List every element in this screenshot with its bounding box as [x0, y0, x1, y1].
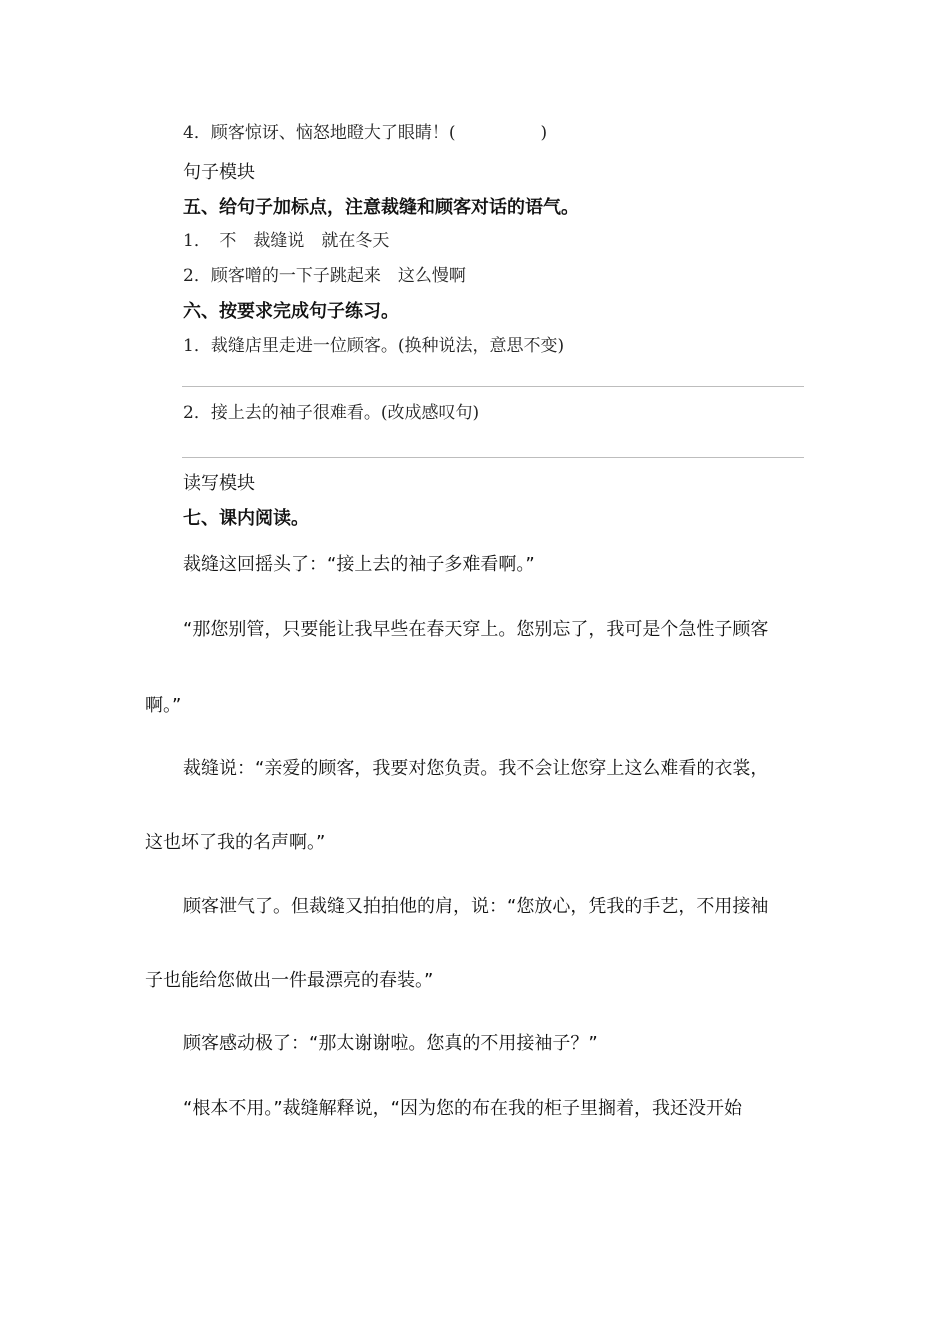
readwrite-module-heading: 读写模块: [183, 473, 255, 494]
passage-line: 裁缝这回摇头了：“接上去的袖子多难看啊。”: [183, 554, 535, 575]
passage-line: 子也能给您做出一件最漂亮的春装。”: [145, 970, 434, 991]
answer-line-2[interactable]: [182, 457, 804, 458]
section-6-item-1: 1．裁缝店里走进一位顾客。(换种说法，意思不变): [183, 336, 565, 356]
section-5-item-2: 2．顾客噌的一下子跳起来 这么慢啊: [183, 266, 466, 286]
sentence-module-heading: 句子模块: [183, 162, 255, 183]
section-7-title: 七、课内阅读。: [183, 508, 309, 529]
exercise-item-4: 4．顾客惊讶、恼怒地瞪大了眼睛！( ): [183, 123, 548, 143]
section-5-title: 五、给句子加标点，注意裁缝和顾客对话的语气。: [183, 197, 579, 218]
passage-line: 裁缝说：“亲爱的顾客，我要对您负责。我不会让您穿上这么难看的衣裳，: [183, 758, 769, 779]
section-5-item-1: 1． 不 裁缝说 就在冬天: [183, 231, 390, 251]
passage-line: “那您别管，只要能让我早些在春天穿上。您别忘了，我可是个急性子顾客: [183, 619, 769, 640]
passage-line: 顾客感动极了：“那太谢谢啦。您真的不用接袖子？”: [183, 1033, 598, 1054]
passage-line: “根本不用。”裁缝解释说，“因为您的布在我的柜子里搁着，我还没开始: [183, 1098, 742, 1119]
answer-line-1[interactable]: [182, 386, 804, 387]
section-6-title: 六、按要求完成句子练习。: [183, 301, 399, 322]
passage-line: 这也坏了我的名声啊。”: [145, 832, 326, 853]
passage-line: 啊。”: [145, 695, 182, 716]
passage-line: 顾客泄气了。但裁缝又拍拍他的肩，说：“您放心，凭我的手艺，不用接袖: [183, 896, 769, 917]
section-6-item-2: 2．接上去的袖子很难看。(改成感叹句): [183, 403, 480, 423]
